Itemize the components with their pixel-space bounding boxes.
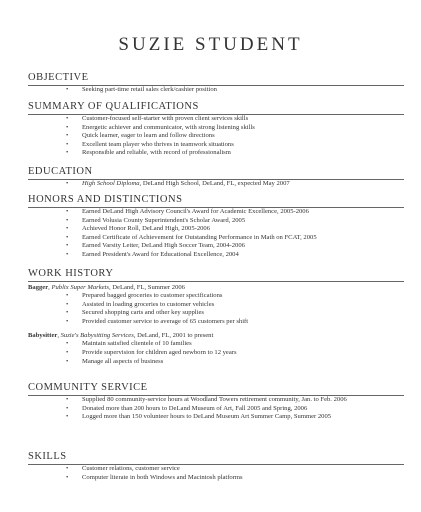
skills-item: • Customer relations, customer service — [28, 465, 404, 474]
community-section — [28, 382, 404, 422]
job-duty: • Assisted in loading groceries to customer vehicles — [28, 301, 404, 310]
honors-item: • Earned DeLand High Advisory Council's Award for Academic Excellence, 2005-2006 — [28, 208, 404, 217]
education-list — [28, 180, 404, 189]
work-heading: WORK HISTORY — [28, 268, 404, 282]
objective-list — [28, 86, 404, 95]
summary-item: • Responsible and reliable, with record of professionalism — [28, 149, 404, 158]
job-entry: Bagger, Publix Super Markets, DeLand, FL, Summer 2006 — [28, 284, 185, 291]
job-duties-list — [28, 292, 404, 326]
job-employer: Publix Super Markets — [51, 284, 109, 291]
honors-section — [28, 194, 404, 260]
summary-section — [28, 101, 404, 158]
skills-heading: SKILLS — [28, 451, 404, 465]
job-details: , DeLand, FL, Summer 2006 — [108, 284, 185, 291]
job-duties-list — [28, 340, 404, 366]
job-title: Babysitter — [28, 332, 58, 340]
community-item: • Donated more than 200 hours to DeLand Museum of Art, Fall 2005 and Spring, 2006 — [28, 405, 404, 414]
objective-heading: OBJECTIVE — [28, 72, 404, 86]
community-heading: COMMUNITY SERVICE — [28, 382, 404, 396]
skills-list — [28, 465, 404, 482]
summary-item: • Customer-focused self-starter with proven client services skills — [28, 115, 404, 124]
community-list — [28, 396, 404, 422]
honors-item: • Earned Certificate of Achievement for Outstanding Performance in Math on FCAT, 2005 — [28, 234, 404, 243]
job-duty: • Prepared bagged groceries to customer specifications — [28, 292, 404, 301]
honors-item: • Earned Varsity Letter, DeLand High Soccer Team, 2004-2006 — [28, 242, 404, 251]
honors-item: • Achieved Honor Roll, DeLand High, 2005-2006 — [28, 225, 404, 234]
summary-list — [28, 115, 404, 158]
summary-heading: SUMMARY OF QUALIFICATIONS — [28, 101, 404, 115]
summary-item: • Quick learner, eager to learn and follow directions — [28, 132, 404, 141]
job-duty: • Secured shopping carts and other key supplies — [28, 309, 404, 318]
candidate-name: SUZIE STUDENT — [118, 34, 303, 55]
job-duty: • Provided customer service to average of 65 customers per shift — [28, 318, 404, 327]
community-item: • Supplied 80 community-service hours at Woodland Towers retirement community, Jan. to Feb. 2006 — [28, 396, 404, 405]
summary-item: • Energetic achiever and communicator, with strong listening skills — [28, 124, 404, 133]
community-item: • Logged more than 150 volunteer hours to DeLand Museum Art Summer Camp, Summer 2005 — [28, 413, 404, 422]
skills-item: • Computer literate in both Windows and Macintosh platforms — [28, 474, 404, 483]
education-details: , DeLand High School, DeLand, FL, expected May 2007 — [139, 180, 290, 187]
job-details: , DeLand, FL, 2001 to present — [133, 332, 214, 340]
objective-section — [28, 72, 404, 95]
objective-item: • Seeking part-time retail sales clerk/cashier position — [28, 86, 404, 95]
job-entry: Babysitter, Suzie's Babysitting Services, DeLand, FL, 2001 to present — [28, 332, 214, 340]
education-heading: EDUCATION — [28, 166, 404, 180]
job-employer: Suzie's Babysitting Services — [60, 332, 134, 340]
education-item — [28, 180, 404, 189]
job-duty: • Provide supervision for children aged newborn to 12 years — [28, 349, 404, 358]
job-duty: • Manage all aspects of business — [28, 358, 404, 367]
honors-item: • Earned President's Award for Educational Excellence, 2004 — [28, 251, 404, 260]
degree-name: High School Diploma — [82, 180, 140, 187]
skills-section — [28, 451, 404, 482]
job-title: Bagger — [28, 284, 49, 291]
honors-list — [28, 208, 404, 260]
honors-item: • Earned Volusia County Superintendent's Scholar Award, 2005 — [28, 217, 404, 226]
summary-item: • Excellent team player who thrives in teamwork situations — [28, 141, 404, 150]
honors-heading: HONORS AND DISTINCTIONS — [28, 194, 404, 208]
work-section — [28, 268, 404, 366]
education-section — [28, 166, 404, 189]
job-duty: • Maintain satisfied clientele of 10 families — [28, 340, 404, 349]
